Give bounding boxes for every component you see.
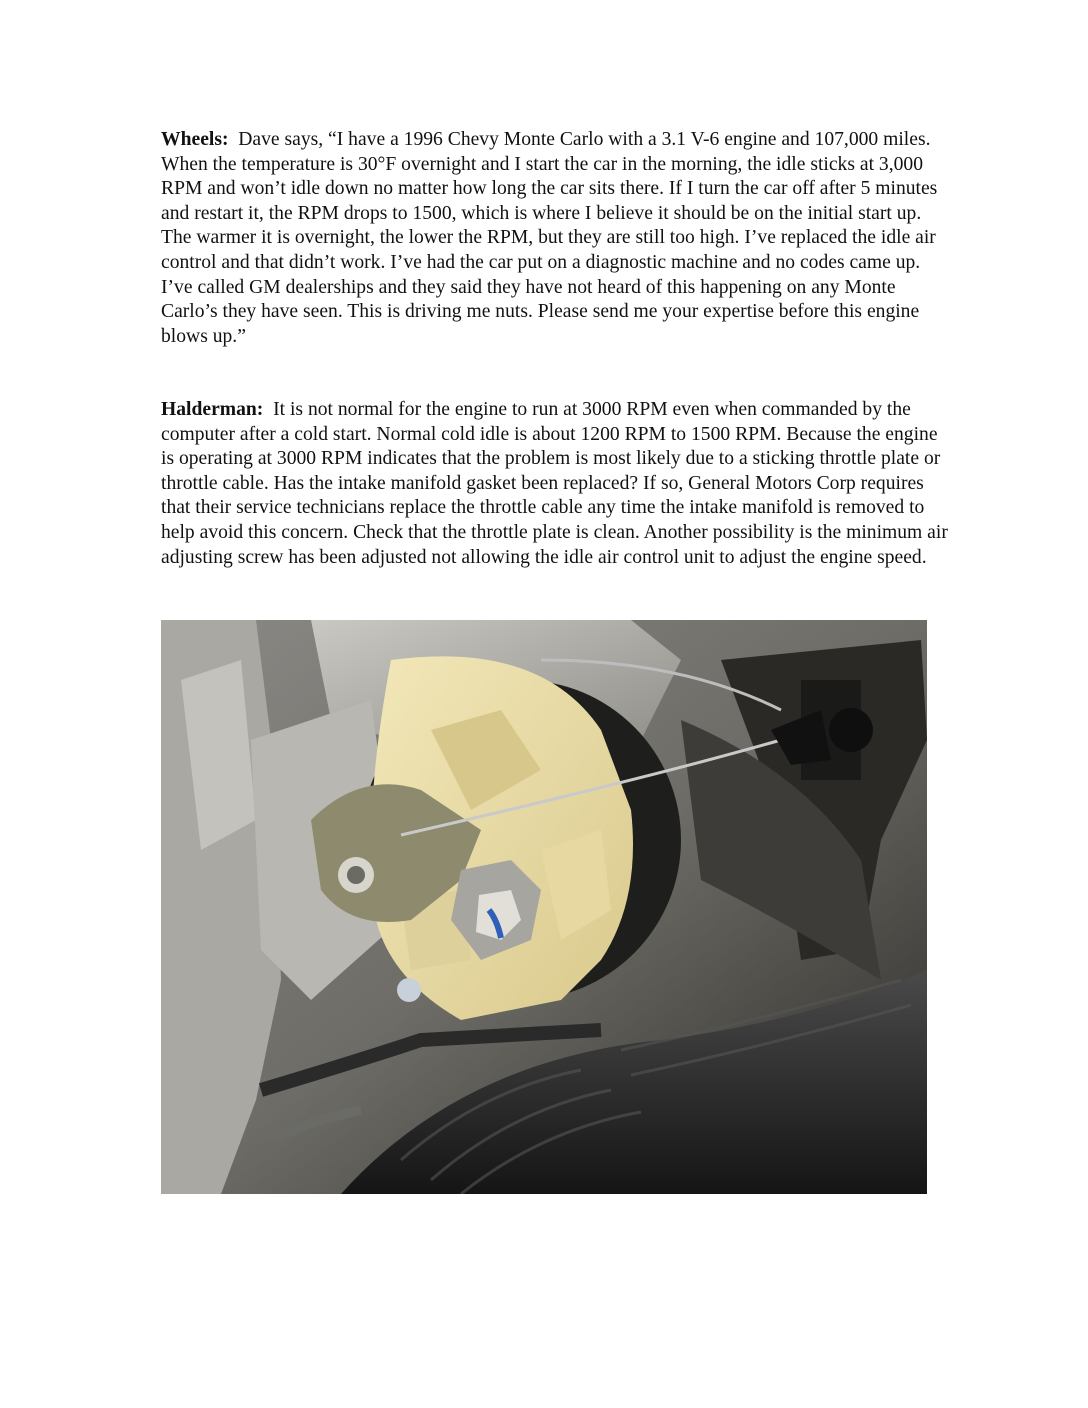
answer-label: Halderman: <box>161 399 264 420</box>
answer-paragraph <box>161 398 951 570</box>
question-text: Dave says, “I have a 1996 Chevy Monte Carlo with a 3.1 V-6 engine and 107,000 miles. When the temperature is 30°F overnight and I start the car in the morning, the idle sticks at 3,000 RPM and won’t idle down no matter how long the car sits there. If I turn the car off after 5 minutes and restart it, the RPM drops to 1500, which is where I believe it should be on the initial start up. The warmer it is overnight, the lower the RPM, but they are still too high. I’ve replaced the idle air control and that didn’t work. I’ve had the car put on a diagnostic machine and no codes came up. I’ve called GM dealerships and they said they have not heard of this happening on any Monte Carlo’s they have seen. This is driving me nuts. Please send me your expertise before this engine blows up.” <box>161 129 938 347</box>
throttle-body-photo <box>161 620 927 1194</box>
question-label: Wheels: <box>161 129 229 150</box>
answer-text: It is not normal for the engine to run at 3000 RPM even when commanded by the computer after a cold start. Normal cold idle is about 1200 RPM to 1500 RPM. Because the engine is operating at 3000 RPM indicates that the problem is most likely due to a sticking throttle plate or throttle cable. Has the intake manifold gasket been replaced? If so, General Motors Corp requires that their service technicians replace the throttle cable any time the intake manifold is removed to help avoid this concern. Check that the throttle plate is clean. Another possibility is the minimum air adjusting screw has been adjusted not allowing the idle air control unit to adjust the engine speed. <box>161 399 948 568</box>
question-paragraph <box>161 128 951 349</box>
